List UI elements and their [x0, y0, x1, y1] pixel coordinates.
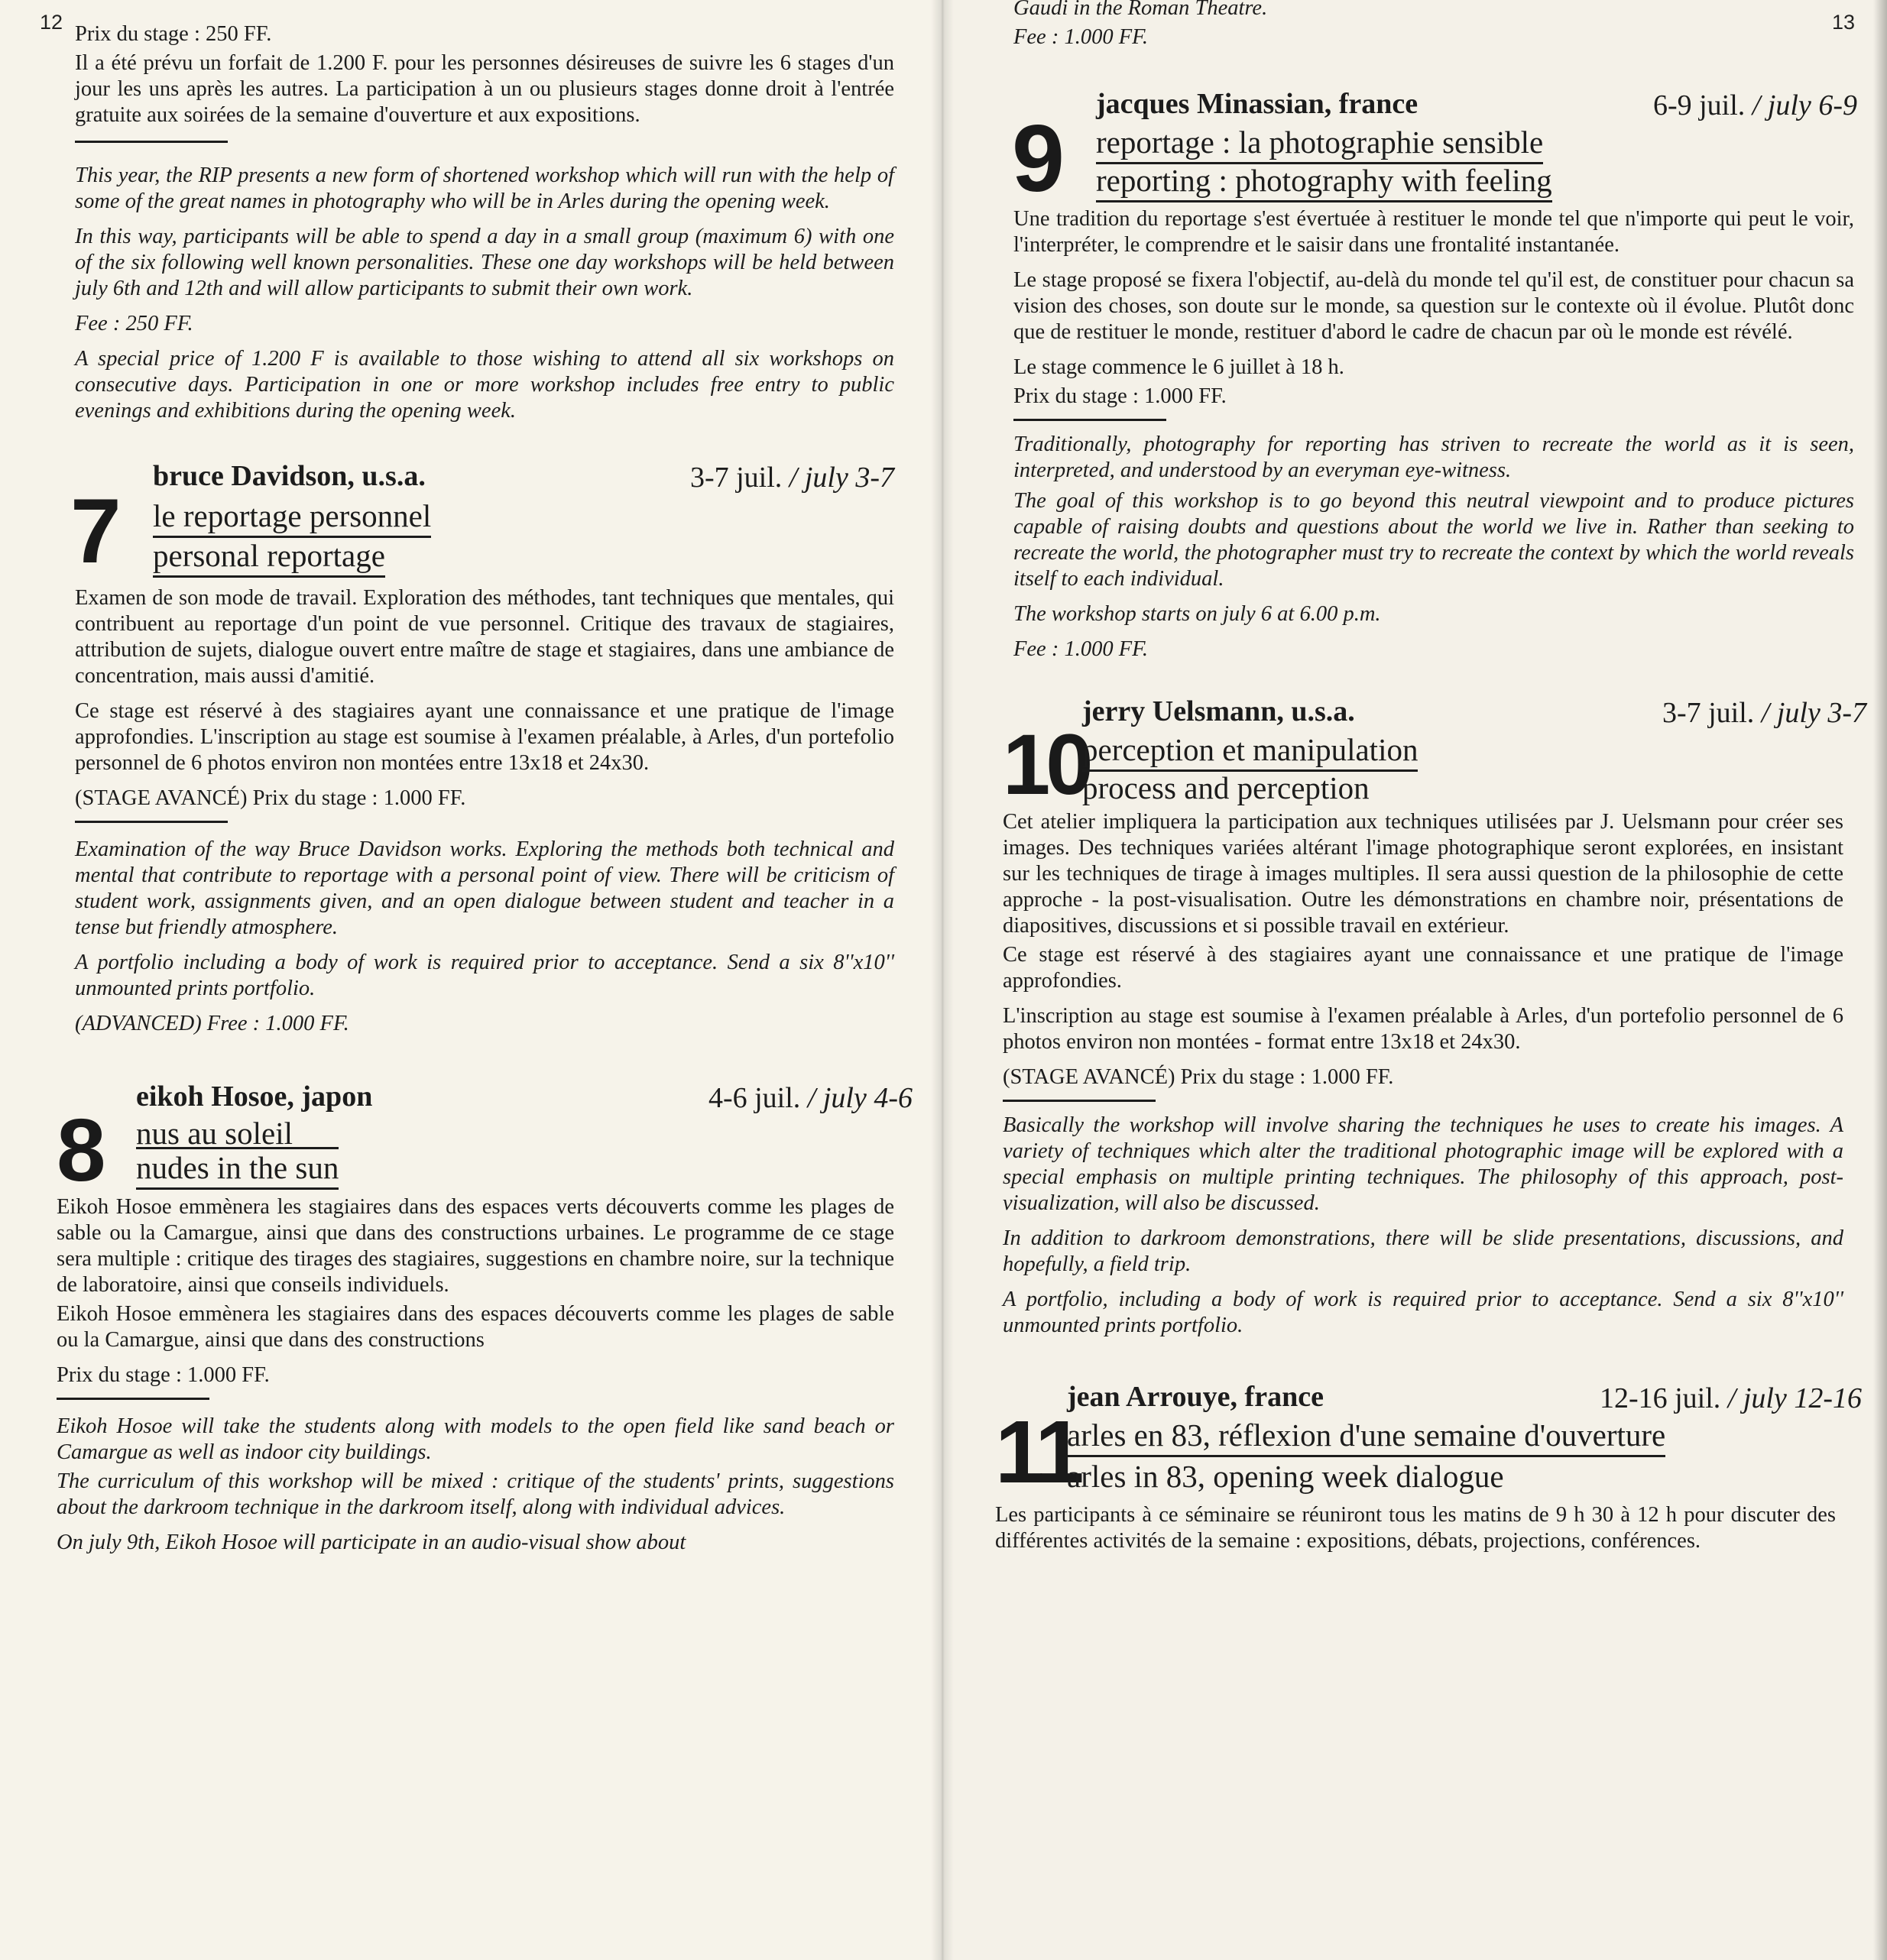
instructor-name: bruce Davidson, u.s.a.: [153, 460, 426, 492]
entry-number: 11: [995, 1402, 1080, 1502]
dates-fr: 3-7 juil.: [1662, 697, 1755, 729]
intro-en-paragraph-2: In this way, participants will be able to spend a day in a small group (maximum 6) with one of the six following well known personalities. These one day workshops will be held between july 6th and 12th and will allow participants to submit their own work.: [75, 225, 894, 300]
entry9-en-paragraph-2: The goal of this workshop is to go beyond this neutral viewpoint and to produce pictures capable of raising doubts and questions about the world we live in. Rather than seeking to recreate the world, the photographer must try to recreate the context by which the world reveals itself to each individual.: [1013, 489, 1854, 591]
entry8-fr-fee: Prix du stage : 1.000 FF.: [57, 1363, 270, 1387]
page-edge-shadow: [1873, 0, 1887, 1960]
entry-number: 9: [1012, 106, 1060, 212]
workshop-entry-9: [1012, 87, 1857, 212]
dates-fr: 6-9 juil.: [1652, 89, 1746, 121]
entry9-en-start: The workshop starts on july 6 at 6.00 p.m.: [1013, 602, 1381, 626]
entry9-en-fee: Fee : 1.000 FF.: [1013, 637, 1148, 661]
workshop-dates: [1653, 89, 1857, 122]
left-column: [57, 21, 913, 1565]
workshop-entry-11: [995, 1380, 1862, 1502]
separator-rule: [75, 821, 228, 823]
separator-rule: [1013, 419, 1166, 421]
entry10-fr-paragraph-3: L'inscription au stage est soumise à l'examen préalable à Arles, d'un portefolio personnel de 6 photos environ non montées - format entre 13x18 et 24x30.: [1003, 1004, 1843, 1054]
continuation-en-line: Gaudi in the Roman Theatre.: [1013, 0, 1268, 20]
workshop-title-en: process and perception: [1082, 770, 1370, 805]
intro-en-fee: Fee : 250 FF.: [75, 312, 193, 335]
left-page: [0, 0, 942, 1960]
entry-number: 7: [70, 480, 117, 582]
workshop-dates: [1600, 1382, 1862, 1415]
instructor-name: jean Arrouye, france: [1067, 1381, 1324, 1413]
page-number-right: 13: [1831, 11, 1855, 34]
instructor-name: jacques Minassian, france: [1096, 88, 1418, 120]
separator-rule: [1003, 1100, 1156, 1102]
entry10-body: [1003, 809, 1843, 1339]
entry9-en-paragraph-1: Traditionally, photography for reporting has striven to recreate the world as it is seen, interpreted, and understood by an everyman eye-witness.: [1013, 432, 1854, 482]
entry11-body: [995, 1502, 1836, 1554]
entry8-en-paragraph-2: The curriculum of this workshop will be mixed : critique of the students' prints, suggestions about the darkroom technique in the darkroom itself, along with individual advices.: [57, 1469, 894, 1519]
workshop-title-fr: perception et manipulation: [1082, 731, 1418, 772]
dates-en: / july 3-7: [1761, 697, 1866, 729]
entry-number: 8: [57, 1100, 102, 1200]
dates-en: / july 4-6: [807, 1082, 913, 1114]
dates-fr: 3-7 juil.: [689, 462, 783, 494]
entry8-fr-paragraph-1: Eikoh Hosoe emmènera les stagiaires dans des espaces verts découverts comme les plages de sable ou la Camargue, ainsi que dans des constructions urbaines. Le programme de ce stage sera multiple : critique des tirages des stagiaires, suggestions en chambre noire, sur la technique de laboratoire, ainsi que conseils individuels.: [57, 1195, 894, 1297]
entry9-fr-fee: Prix du stage : 1.000 FF.: [1013, 384, 1227, 408]
workshop-title-en: nudes in the sun: [136, 1147, 339, 1190]
entry9-fr-start: Le stage commence le 6 juillet à 18 h.: [1013, 355, 1344, 379]
intro-package-fr: Il a été prévu un forfait de 1.200 F. pour les personnes désireuses de suivre les 6 stages d'un jour les uns après les autres. La participation à un ou plusieurs stages donne droit à l'entrée gratuite aux soirées de la semaine d'ouverture et aux expositions.: [75, 51, 894, 127]
workshop-title-en: personal reportage: [153, 537, 385, 578]
entry8-en-paragraph-3: On july 9th, Eikoh Hosoe will participate in an audio-visual show about: [57, 1531, 686, 1554]
page-number-left: 12: [40, 11, 63, 34]
workshop-title-fr: le reportage personnel: [153, 497, 431, 538]
entry7-en-paragraph-1: Examination of the way Bruce Davidson works. Exploring the methods both technical and mental that contribute to reportage with a personal point of view. There will be criticism of student work, assignments given, and an open dialogue between student and teacher in a tense but friendly atmosphere.: [75, 837, 894, 939]
intro-fee-fr: Prix du stage : 250 FF.: [75, 22, 272, 46]
dates-fr: 12-16 juil.: [1599, 1382, 1721, 1414]
entry9-fr-paragraph-2: Le stage proposé se fixera l'objectif, au-delà du monde tel qu'il est, de constituer pour chacun sa vision des choses, son doute sur le monde, sa question sur le contexte où il évolue. Plutôt donc que de restituer le monde, restituer d'abord le cadre de chacun par où le monde est révélé.: [1013, 268, 1854, 344]
workshop-title-fr: reportage : la photographie sensible: [1096, 124, 1543, 164]
dates-fr: 4-6 juil.: [708, 1082, 801, 1114]
workshop-entry-8: [57, 1080, 913, 1200]
instructor-name: jerry Uelsmann, u.s.a.: [1082, 695, 1355, 727]
right-column: [995, 0, 1866, 1563]
workshop-dates: [708, 1081, 913, 1115]
entry7-fr-fee: (STAGE AVANCÉ) Prix du stage : 1.000 FF.: [75, 786, 466, 810]
separator-rule: [75, 141, 228, 143]
intro-en-paragraph-3: A special price of 1.200 F is available to those wishing to attend all six workshops on consecutive days. Participation in one or more workshop includes free entry to public evenings and exhibitions during the opening week.: [75, 347, 894, 423]
instructor-name: eikoh Hosoe, japon: [136, 1080, 373, 1113]
dates-en: / july 3-7: [789, 462, 894, 494]
entry8-en-paragraph-1: Eikoh Hosoe will take the students along with models to the open field like sand beach or Camargue as well as indoor city buildings.: [57, 1414, 894, 1464]
workshop-entry-7: [70, 459, 894, 585]
intro-en-paragraph-1: This year, the RIP presents a new form of shortened workshop which will run with the help of some of the great names in photography who will be in Arles during the opening week.: [75, 164, 894, 213]
dates-en: / july 12-16: [1727, 1382, 1862, 1414]
workshop-dates: [690, 461, 894, 494]
entry8-fr-paragraph-2: Eikoh Hosoe emmènera les stagiaires dans des espaces découverts comme les plages de sable ou la Camargue, ainsi que dans des constructions: [57, 1302, 894, 1352]
entry8-body: [57, 1194, 894, 1556]
dates-en: / july 6-9: [1752, 89, 1857, 121]
entry10-en-paragraph-3: A portfolio, including a body of work is required prior to acceptance. Send a six 8''x10'' unmounted prints portfolio.: [1003, 1288, 1843, 1337]
entry10-fr-paragraph-1: Cet atelier impliquera la participation aux techniques utilisées par J. Uelsmann pour créer ses images. Des techniques variées altérant l'image photographique seront explorées, en insistant sur les techniques de tirage à images multiples. Il sera aussi question de la philosophie de cette approche - la post-visualisation. Outre les démonstrations en chambre noir, présentations de diapositives, discussions et si possible travail en extérieur.: [1003, 810, 1843, 938]
entry7-fr-paragraph-1: Examen de son mode de travail. Exploration des méthodes, tant techniques que mentales, qui contribuent au reportage d'un point de vue personnel. Critique des travaux de stagiaires, attribution de sujets, dialogue ouvert entre maître de stage et stagiaires, dans une ambiance de concentration, mais aussi d'amitié.: [75, 586, 894, 688]
workshop-title-en: reporting : photography with feeling: [1096, 162, 1552, 202]
right-page: [942, 0, 1887, 1960]
workshop-entry-10: [1003, 695, 1866, 812]
workshop-dates: [1662, 696, 1866, 730]
entry7-en-paragraph-2: A portfolio including a body of work is required prior to acceptance. Send a six 8''x10'' unmounted prints portfolio.: [75, 951, 894, 1000]
entry10-fr-paragraph-2: Ce stage est réservé à des stagiaires ayant une connaissance et une pratique de l'image approfondies.: [1003, 943, 1843, 993]
entry10-en-paragraph-1: Basically the workshop will involve sharing the techniques he uses to create his images. A variety of techniques which alter the traditional photographic image will be explored with a special emphasis on multiple printing techniques. The philosophy of this approach, post-visualization, will also be discussed.: [1003, 1113, 1843, 1215]
entry-number: 10: [1003, 717, 1089, 812]
entry10-en-paragraph-2: In addition to darkroom demonstrations, there will be slide presentations, discussions, and hopefully, a field trip.: [1003, 1226, 1843, 1276]
separator-rule: [57, 1398, 209, 1400]
entry7-en-fee: (ADVANCED) Free : 1.000 FF.: [75, 1012, 349, 1035]
workshop-title-en: arles in 83, opening week dialogue: [1067, 1459, 1504, 1494]
book-gutter: [931, 0, 954, 1960]
entry9-fr-paragraph-1: Une tradition du reportage s'est évertuée à restituer le monde tel que n'importe qui peut le voir, l'interpréter, le comprendre et le saisir dans une frontalité instantanée.: [1013, 207, 1854, 257]
continuation-en-fee: Fee : 1.000 FF.: [1013, 25, 1148, 49]
entry7-fr-paragraph-2: Ce stage est réservé à des stagiaires ayant une connaissance et une pratique de l'image approfondies. L'inscription au stage est soumise à l'examen préalable, à Arles, d'un portefolio personnel de 6 photos environ non montées entre 13x18 et 24x30.: [75, 699, 894, 775]
entry11-fr-paragraph-1: Les participants à ce séminaire se réuniront tous les matins de 9 h 30 à 12 h pour discuter des différentes activités de la semaine : expositions, débats, projections, conférences.: [995, 1503, 1836, 1553]
workshop-title-fr: nus au soleil: [136, 1116, 293, 1151]
workshop-title-fr: arles en 83, réflexion d'une semaine d'ouverture: [1067, 1417, 1665, 1457]
entry10-fr-fee: (STAGE AVANCÉ) Prix du stage : 1.000 FF.: [1003, 1065, 1394, 1089]
